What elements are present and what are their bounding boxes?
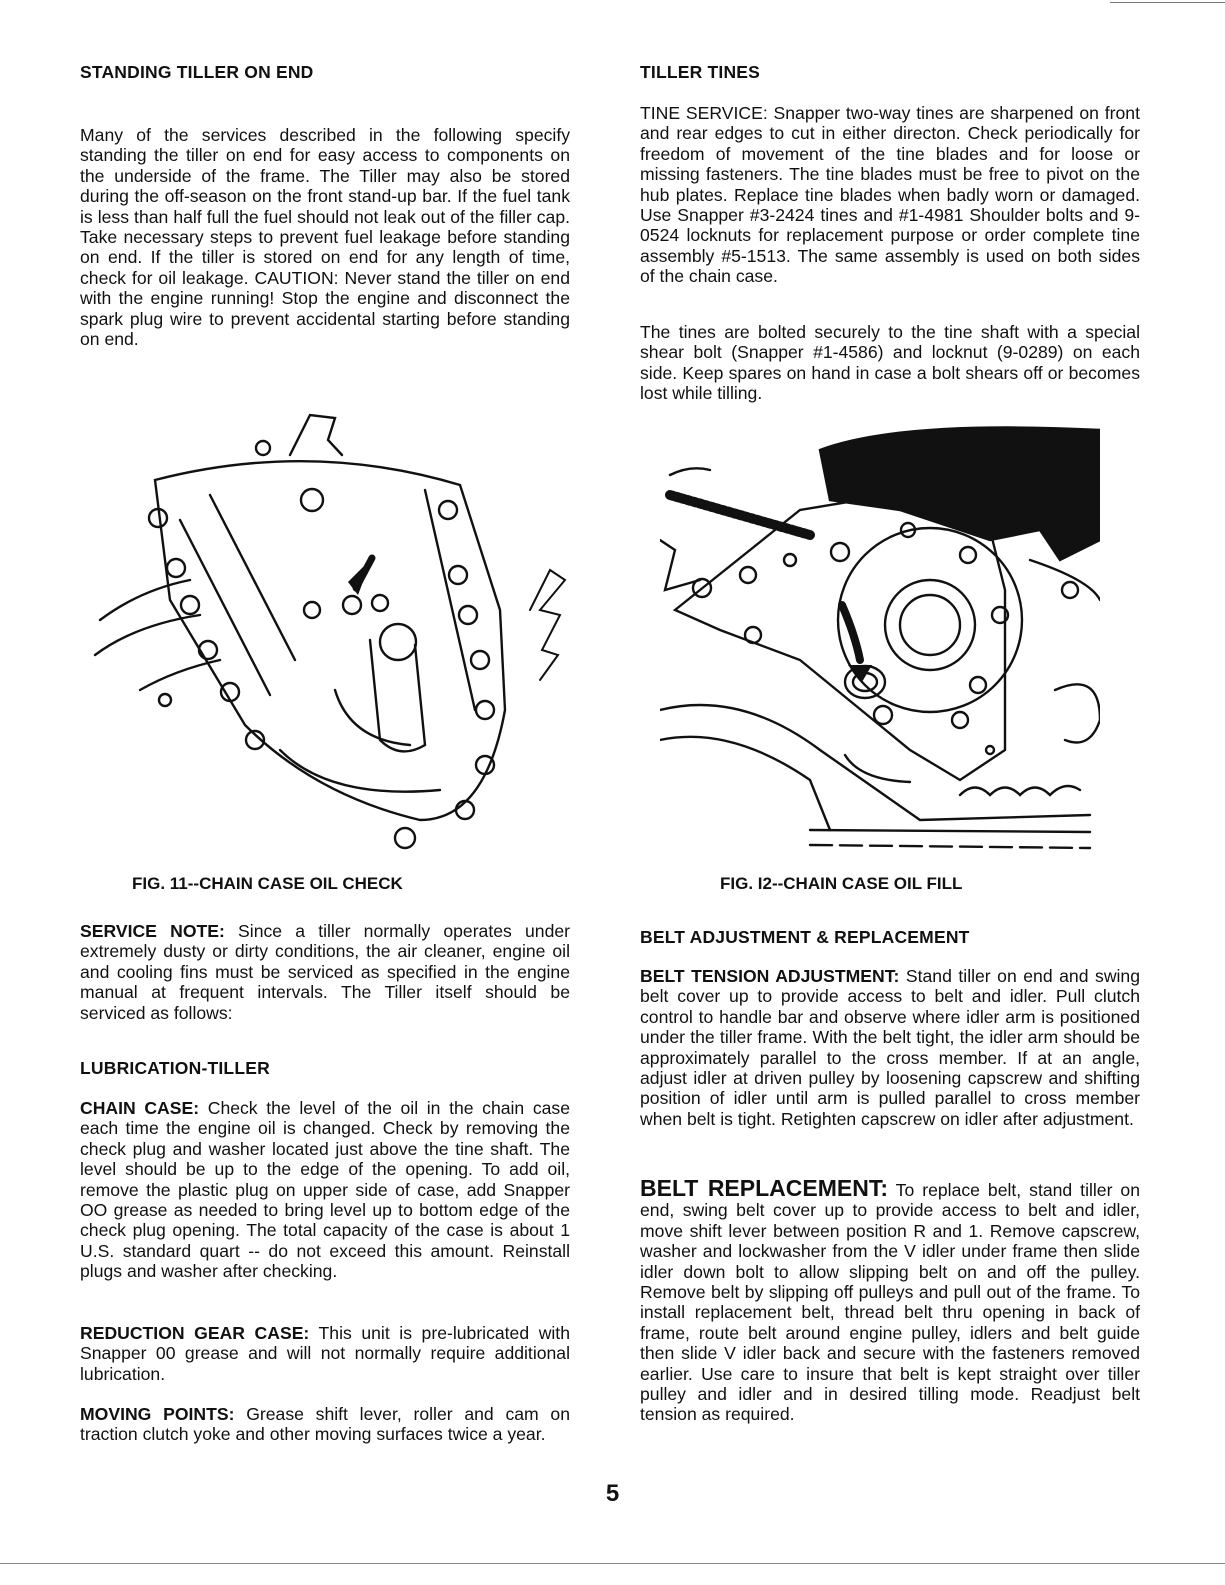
para-reduction-gear bbox=[80, 1323, 570, 1384]
fig11-caption: FIG. 11--CHAIN CASE OIL CHECK bbox=[132, 874, 403, 893]
para-belt-replacement bbox=[640, 1175, 1140, 1425]
reduction-lead: REDUCTION GEAR CASE: bbox=[80, 1323, 310, 1343]
para-belt-tension bbox=[640, 966, 1140, 1129]
para-shear-bolt: The tines are bolted securely to the tine shaft with a special shear bolt (Snapper #1-4586) and locknut (9-0289) on each side. Keep spares on hand in case a bolt shears off or becomes lost while tilling. bbox=[640, 322, 1140, 404]
engine-housing bbox=[820, 428, 1100, 561]
service-note-lead: SERVICE NOTE: bbox=[80, 921, 225, 941]
chain-case-lead: CHAIN CASE: bbox=[80, 1098, 200, 1118]
para-standing-tiller: Many of the services described in the following specify standing the tiller on end for easy access to components on the underside of the frame. The Tiller may also be stored during the off-season on the front stand-up bar. If the fuel tank is less than half full the fuel should not leak out of the filler cap. Take necessary steps to prevent fuel leakage before standing on end. If the tiller is stored on end for any length of time, check for oil leakage. CAUTION: Never stand the tiller on end with the engine running! Stop the engine and disconnect the spark plug wire to prevent accidental starting before standing on end. bbox=[80, 125, 570, 350]
para-chain-case bbox=[80, 1098, 570, 1282]
fig12-caption: FIG. I2--CHAIN CASE OIL FILL bbox=[720, 874, 963, 893]
chain-case-text: Check the level of the oil in the chain case each time the engine oil is changed. Check by removing the check plug and washer located just above the tine shaft. The level should be up to the edge of the opening. To add oil, remove the plastic plug on upper side of case, add Snapper OO grease as needed to bring level up to bottom edge of the check plug opening. The total capacity of the case is about 1 U.S. standard quart -- do not exceed this amount. Reinstall plugs and washer after checking. bbox=[80, 1098, 571, 1282]
figure-chain-case-oil-check bbox=[80, 410, 590, 865]
reduction-text: This unit is pre-lubricated with Snapper 00 grease and will not normally require additional lubrication. bbox=[80, 1323, 570, 1384]
replace-text: To replace belt, stand tiller on end, swing belt cover up to provide access to belt and idler, move shift lever between position R and 1. Remove capscrew, washer and lockwasher from the V idler under frame then slide idler down bolt to allow slipping belt on and off the pulley. Remove belt by slipping off pulleys and pull out of the frame. To install replacement belt, thread belt thru opening in back of frame, route belt around engine pulley, idlers and belt guide then slide V idler back and secure with the fasteners removed earlier. Use care to insure that belt is kept straight over tiller pulley and idler and in desired tilling mode. Readjust belt tension as required. bbox=[640, 1180, 1140, 1425]
heading-standing-tiller: STANDING TILLER ON END bbox=[80, 62, 314, 82]
heading-tiller-tines: TILLER TINES bbox=[640, 62, 761, 82]
heading-belt-adjustment: BELT ADJUSTMENT & REPLACEMENT bbox=[640, 927, 970, 947]
para-moving-points bbox=[80, 1404, 570, 1445]
scan-edge-top-right bbox=[1110, 2, 1225, 3]
page-number: 5 bbox=[605, 1480, 620, 1507]
para-tine-service: TINE SERVICE: Snapper two-way tines are sharpened on front and rear edges to cut in either directon. Check periodically for freedom of movement of the tine blades and for loose or missing fasteners. The tine blades must be free to pivot on the hub plates. Replace tine blades when badly worn or damaged. Use Snapper #3-2424 tines and #1-4981 Shoulder bolts and 9-0524 locknuts for replacement purpose or order complete tine assembly #5-1513. The same assembly is used on both sides of the chain case. bbox=[640, 103, 1140, 287]
moving-text: Grease shift lever, roller and cam on traction clutch yoke and other moving surfaces twice a year. bbox=[80, 1404, 570, 1445]
figure-chain-case-oil-fill bbox=[660, 420, 1100, 860]
replace-lead: BELT REPLACEMENT: bbox=[640, 1175, 888, 1201]
tension-text: Stand tiller on end and swing belt cover up to provide access to belt and idler. Pull clutch control to handle bar and observe where idler arm is positioned under the tiller frame. With the belt tight, the idler arm should be approximately parallel to the cross member. If at an angle, adjust idler at driven pulley by loosening capscrew and shifting position of idler until arm is pulled parallel to cross member when belt is tight. Retighten capscrew on idler after adjustment. bbox=[640, 966, 1140, 1129]
para-service-note bbox=[80, 921, 570, 1023]
scan-edge-bottom bbox=[0, 1563, 1225, 1564]
service-note-text: Since a tiller normally operates under extremely dusty or dirty conditions, the air cleaner, engine oil and cooling fins must be serviced as specified in the engine manual at frequent intervals. The Tiller itself should be serviced as follows: bbox=[80, 921, 570, 1023]
heading-lubrication: LUBRICATION-TILLER bbox=[80, 1058, 270, 1078]
tension-lead: BELT TENSION ADJUSTMENT: bbox=[640, 966, 900, 986]
moving-lead: MOVING POINTS: bbox=[80, 1404, 235, 1424]
